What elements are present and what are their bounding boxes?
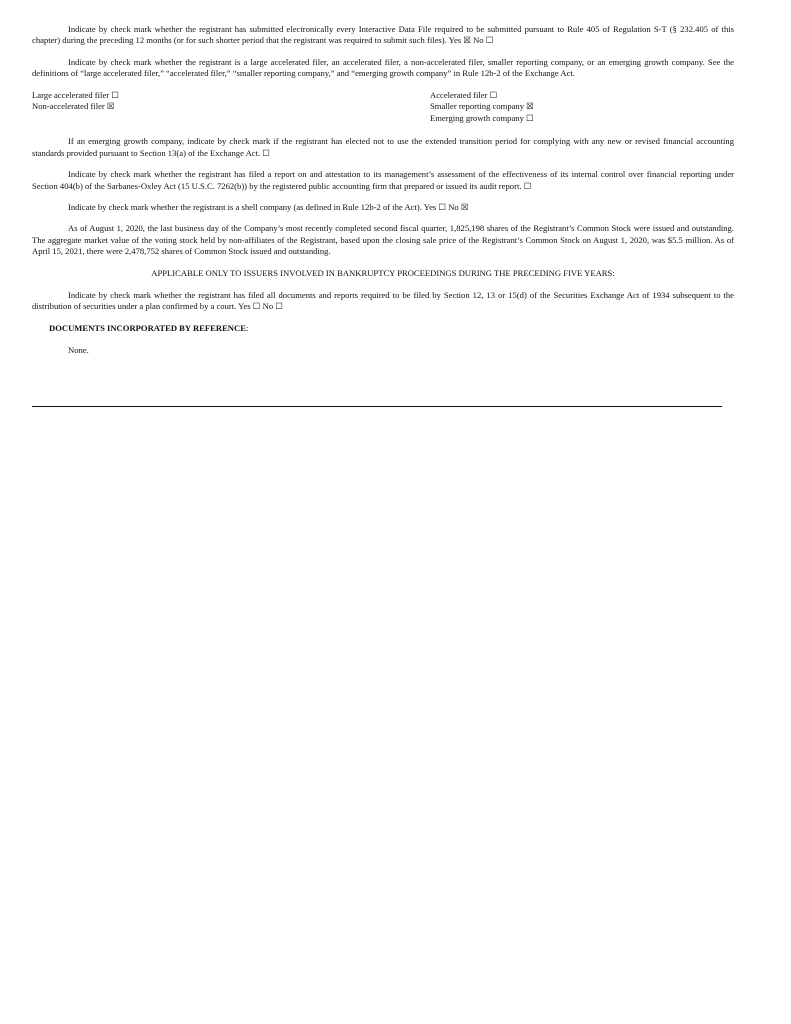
documents-incorporated-value: None. [68,345,89,356]
filer-options-left [32,90,430,125]
emerging-growth-company-option: Emerging growth company ☐ [430,112,534,123]
document-page [32,24,734,357]
accelerated-filer-option: Accelerated filer ☐ [430,89,498,100]
horizontal-rule [32,406,722,407]
bankruptcy-paragraph: Indicate by check mark whether the registrant has filed all documents and reports required to be filed by Section 12, 13 or 15(d) of the Securities Exchange Act of 1934 subsequent to the distribution of securities under a plan confirmed by a court. Yes ☐ No ☐ [32,290,734,312]
filer-options-right [430,90,534,125]
filer-status-options [32,90,734,125]
filer-status-paragraph: Indicate by check mark whether the registrant is a large accelerated filer, an accelerated filer, a non-accelerated filer, smaller reporting company, or an emerging growth company. See the definitions of “large accelerated filer,” “accelerated filer,” “smaller reporting company,” and “emerging growth company” in Rule 12b-2 of the Exchange Act. [32,56,734,79]
large-accelerated-filer-option: Large accelerated filer ☐ [32,89,119,100]
bankruptcy-heading: APPLICABLE ONLY TO ISSUERS INVOLVED IN BANKRUPTCY PROCEEDINGS DURING THE PRECEDING FIVE YEARS: [151,267,615,278]
emerging-growth-paragraph: If an emerging growth company, indicate by check mark if the registrant has elected not to use the extended transition period for complying with any new or revised financial accounting standards provided pursuant to Section 13(a) of the Exchange Act. ☐ [32,136,734,158]
interactive-data-paragraph: Indicate by check mark whether the registrant has submitted electronically every Interactive Data File required to be submitted pursuant to Rule 405 of Regulation S-T (§ 232.405 of this chapter) during the preceding 12 months (or for such shorter period that the registrant was required to submit such files). Yes ☒ No ☐ [32,24,734,46]
documents-incorporated-title: DOCUMENTS INCORPORATED BY REFERENCE [49,322,246,333]
market-value-paragraph: As of August 1, 2020, the last business day of the Company’s most recently completed second fiscal quarter, 1,825,198 shares of the Registrant’s Common Stock were issued and outstanding. The aggregate market value of the voting stock held by non-affiliates of the Registrant, based upon the closing sale price of the Registrant’s Common Stock on August 1, 2020, was $5.5 million. As of April 15, 2021, there were 2,478,752 shares of Common Stock issued and outstanding. [32,223,734,257]
attestation-paragraph: Indicate by check mark whether the registrant has filed a report on and attestation to its management’s assessment of the effectiveness of its internal control over financial reporting under Section 404(b) of the Sarbanes-Oxley Act (15 U.S.C. 7262(b)) by the registered public accounting firm that prepared or issued its audit report. ☐ [32,169,734,191]
smaller-reporting-company-option: Smaller reporting company ☒ [430,101,534,112]
shell-company-paragraph: Indicate by check mark whether the registrant is a shell company (as defined in Rule 12b-2 of the Act). Yes ☐ No ☒ [68,202,469,213]
documents-incorporated-colon: : [245,322,249,333]
documents-incorporated-heading [49,323,734,334]
non-accelerated-filer-option: Non-accelerated filer ☒ [32,101,115,112]
